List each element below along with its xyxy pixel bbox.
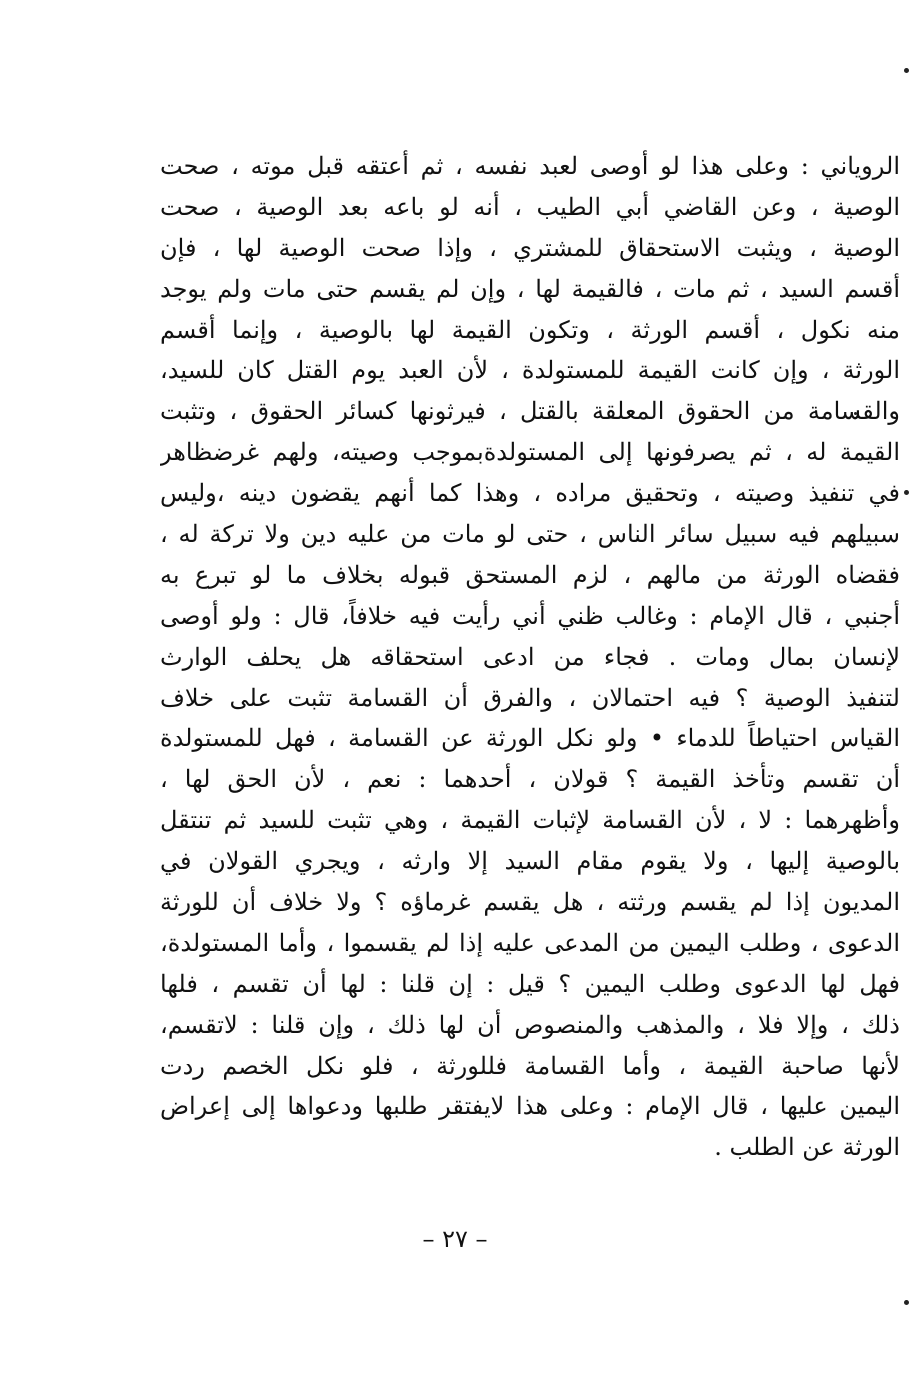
scan-speck [904,68,909,73]
text-line: الروياني : وعلى هذا لو أوصى لعبد نفسه ، ثم أعتقه قبل موته ، صحت [160,152,900,180]
text-line: لتنفيذ الوصية ؟ فيه احتمالان ، والفرق أن القسامة تثبت على خلاف [160,683,900,712]
text-line: الوصية ، ويثبت الاستحقاق للمشتري ، وإذا صحت الوصية لها ، فإن [160,233,900,262]
text-line: فهل لها الدعوى وطلب اليمين ؟ قيل : إن قلنا : لها أن تقسم ، فلها [160,969,900,998]
scan-speck [904,1300,909,1305]
text-line: اليمين عليها ، قال الإمام : وعلى هذا لايفتقر طلبها ودعواها إلى إعراض [160,1092,900,1121]
text-line: ذلك ، وإلا فلا ، والمذهب والمنصوص أن لها ذلك ، وإن قلنا : لاتقسم، [160,1010,900,1039]
body-text [160,146,900,1168]
text-line: في تنفيذ وصيته ، وتحقيق مراده ، وهذا كما أنهم يقضون دينه ،وليس [160,479,900,508]
text-line: القياس احتياطاً للدماء • ولو نكل الورثة عن القسامة ، فهل للمستولدة [160,724,900,753]
text-line: القيمة له ، ثم يصرفونها إلى المستولدةبموجب وصيته، ولهم غرضظاهر [160,438,900,467]
text-line: لإنسان بمال ومات . فجاء من ادعى استحقاقه هل يحلف الوارث [160,642,900,671]
text-line: أقسم السيد ، ثم مات ، فالقيمة لها ، وإن لم يقسم حتى مات ولم يوجد [160,274,900,303]
text-line: بالوصية إليها ، ولا يقوم مقام السيد إلا وارثه ، ويجري القولان في [160,847,900,876]
text-line: الورثة ، وإن كانت القيمة للمستولدة ، لأن العبد يوم القتل كان للسيد، [160,356,900,385]
text-line: وأظهرهما : لا ، لأن القسامة لإثبات القيمة ، وهي تثبت للسيد ثم تنتقل [160,806,900,835]
text-line: الورثة عن الطلب . [714,1133,900,1162]
text-line: الوصية ، وعن القاضي أبي الطيب ، أنه لو باعه بعد الوصية ، صحت [160,192,900,221]
text-line: والقسامة من الحقوق المعلقة بالقتل ، فيرثونها كسائر الحقوق ، وتثبت [160,397,900,426]
text-line: المديون إذا لم يقسم ورثته ، هل يقسم غرماؤه ؟ ولا خلاف أن للورثة [160,888,900,917]
text-line: الدعوى ، وطلب اليمين من المدعى عليه إذا لم يقسموا ، وأما المستولدة، [160,928,900,957]
text-line: أن تقسم وتأخذ القيمة ؟ قولان ، أحدهما : نعم ، لأن الحق لها ، [160,765,900,794]
text-line: سبيلهم فيه سبيل سائر الناس ، حتى لو مات من عليه دين ولا تركة له ، [160,520,900,549]
text-line: منه نكول ، أقسم الورثة ، وتكون القيمة لها بالوصية ، وإنما أقسم [160,315,900,344]
page-number: – ٢٧ – [422,1225,488,1253]
text-line: لأنها صاحبة القيمة ، وأما القسامة فللورثة ، فلو نكل الخصم ردت [160,1051,900,1080]
scan-speck [904,490,909,495]
text-line: أجنبي ، قال الإمام : وغالب ظني أني رأيت فيه خلافاً، قال : ولو أوصى [160,601,900,630]
text-line: فقضاه الورثة من مالهم ، لزم المستحق قبوله بخلاف ما لو تبرع به [160,560,900,589]
